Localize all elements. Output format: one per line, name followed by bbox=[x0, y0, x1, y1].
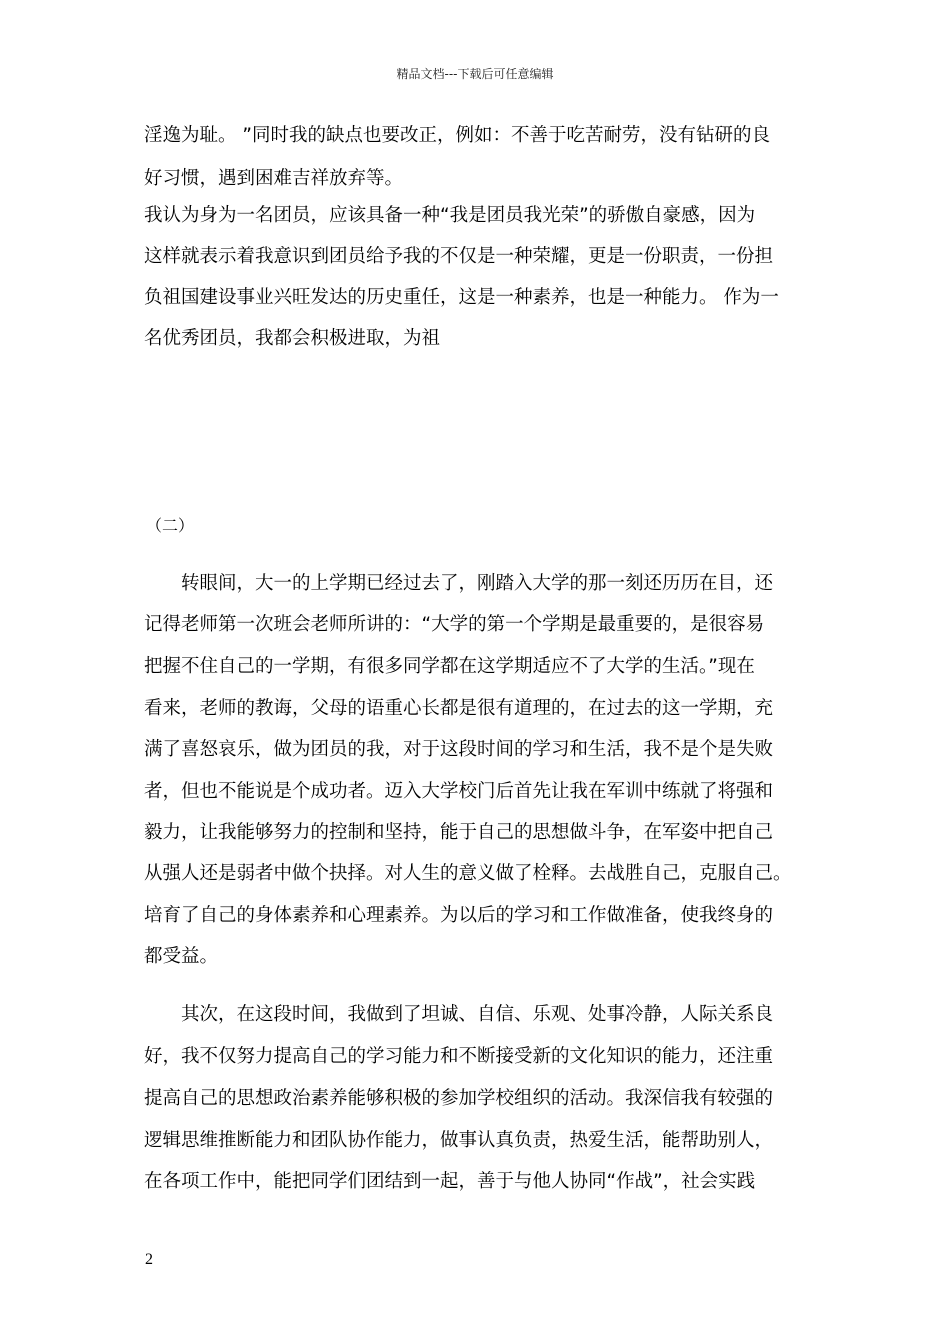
section-label: （二） bbox=[146, 516, 195, 535]
text-line: 培育了自己的身体素养和心理素养。为以后的学习和工作做准备，使我终身的 bbox=[144, 905, 774, 926]
text-line: 逻辑思维推断能力和团队协作能力，做事认真负责，热爱生活，能帮助别人， bbox=[144, 1130, 774, 1151]
text-line: 这样就表示着我意识到团员给予我的不仅是一种荣耀，更是一份职责，一份担 bbox=[144, 246, 774, 267]
text-line: 毅力，让我能够努力的控制和坚持，能于自己的思想做斗争，在军姿中把自己 bbox=[144, 822, 774, 843]
text-line: 负祖国建设事业兴旺发达的历史重任，这是一种素养，也是一种能力。 作为一 bbox=[144, 287, 779, 308]
text-line: 其次，在这段时间，我做到了坦诚、自信、乐观、处事冷静，人际关系良 bbox=[181, 1004, 774, 1025]
text-line: 者，但也不能说是个成功者。迈入大学校门后首先让我在军训中练就了将强和 bbox=[144, 781, 774, 802]
text-line: 看来，老师的教诲，父母的语重心长都是很有道理的，在过去的这一学期，充 bbox=[144, 698, 774, 719]
page-header: 精品文档---下载后可任意编辑 bbox=[396, 67, 554, 81]
text-line: 提高自己的思想政治素养能够积极的参加学校组织的活动。我深信我有较强的 bbox=[144, 1088, 774, 1109]
text-line: 都受益。 bbox=[144, 946, 219, 967]
text-line: 转眼间，大一的上学期已经过去了，刚踏入大学的那一刻还历历在目，还 bbox=[181, 573, 774, 594]
text-line: 好习惯，遇到困难吉祥放弃等。 bbox=[144, 168, 404, 189]
text-line: 淫逸为耻。 ”同时我的缺点也要改正，例如：不善于吃苦耐劳，没有钻研的良 bbox=[144, 125, 770, 146]
text-line: 满了喜怒哀乐，做为团员的我，对于这段时间的学习和生活，我不是个是失败 bbox=[144, 739, 774, 760]
text-line: 在各项工作中，能把同学们团结到一起，善于与他人协同“作战”，社会实践 bbox=[144, 1171, 756, 1192]
text-line: 记得老师第一次班会老师所讲的：“大学的第一个学期是最重要的，是很容易 bbox=[144, 614, 765, 635]
text-line: 名优秀团员，我都会积极进取，为祖 bbox=[144, 328, 441, 349]
text-line: 把握不住自己的一学期，有很多同学都在这学期适应不了大学的生活。”现在 bbox=[144, 656, 755, 677]
text-line: 从强人还是弱者中做个抉择。对人生的意义做了栓释。去战胜自己，克服自己。 bbox=[144, 863, 792, 884]
page-number: 2 bbox=[145, 1251, 153, 1268]
text-line: 好，我不仅努力提高自己的学习能力和不断接受新的文化知识的能力，还注重 bbox=[144, 1046, 774, 1067]
text-line: 我认为身为一名团员，应该具备一种“我是团员我光荣”的骄傲自豪感，因为 bbox=[144, 205, 756, 226]
